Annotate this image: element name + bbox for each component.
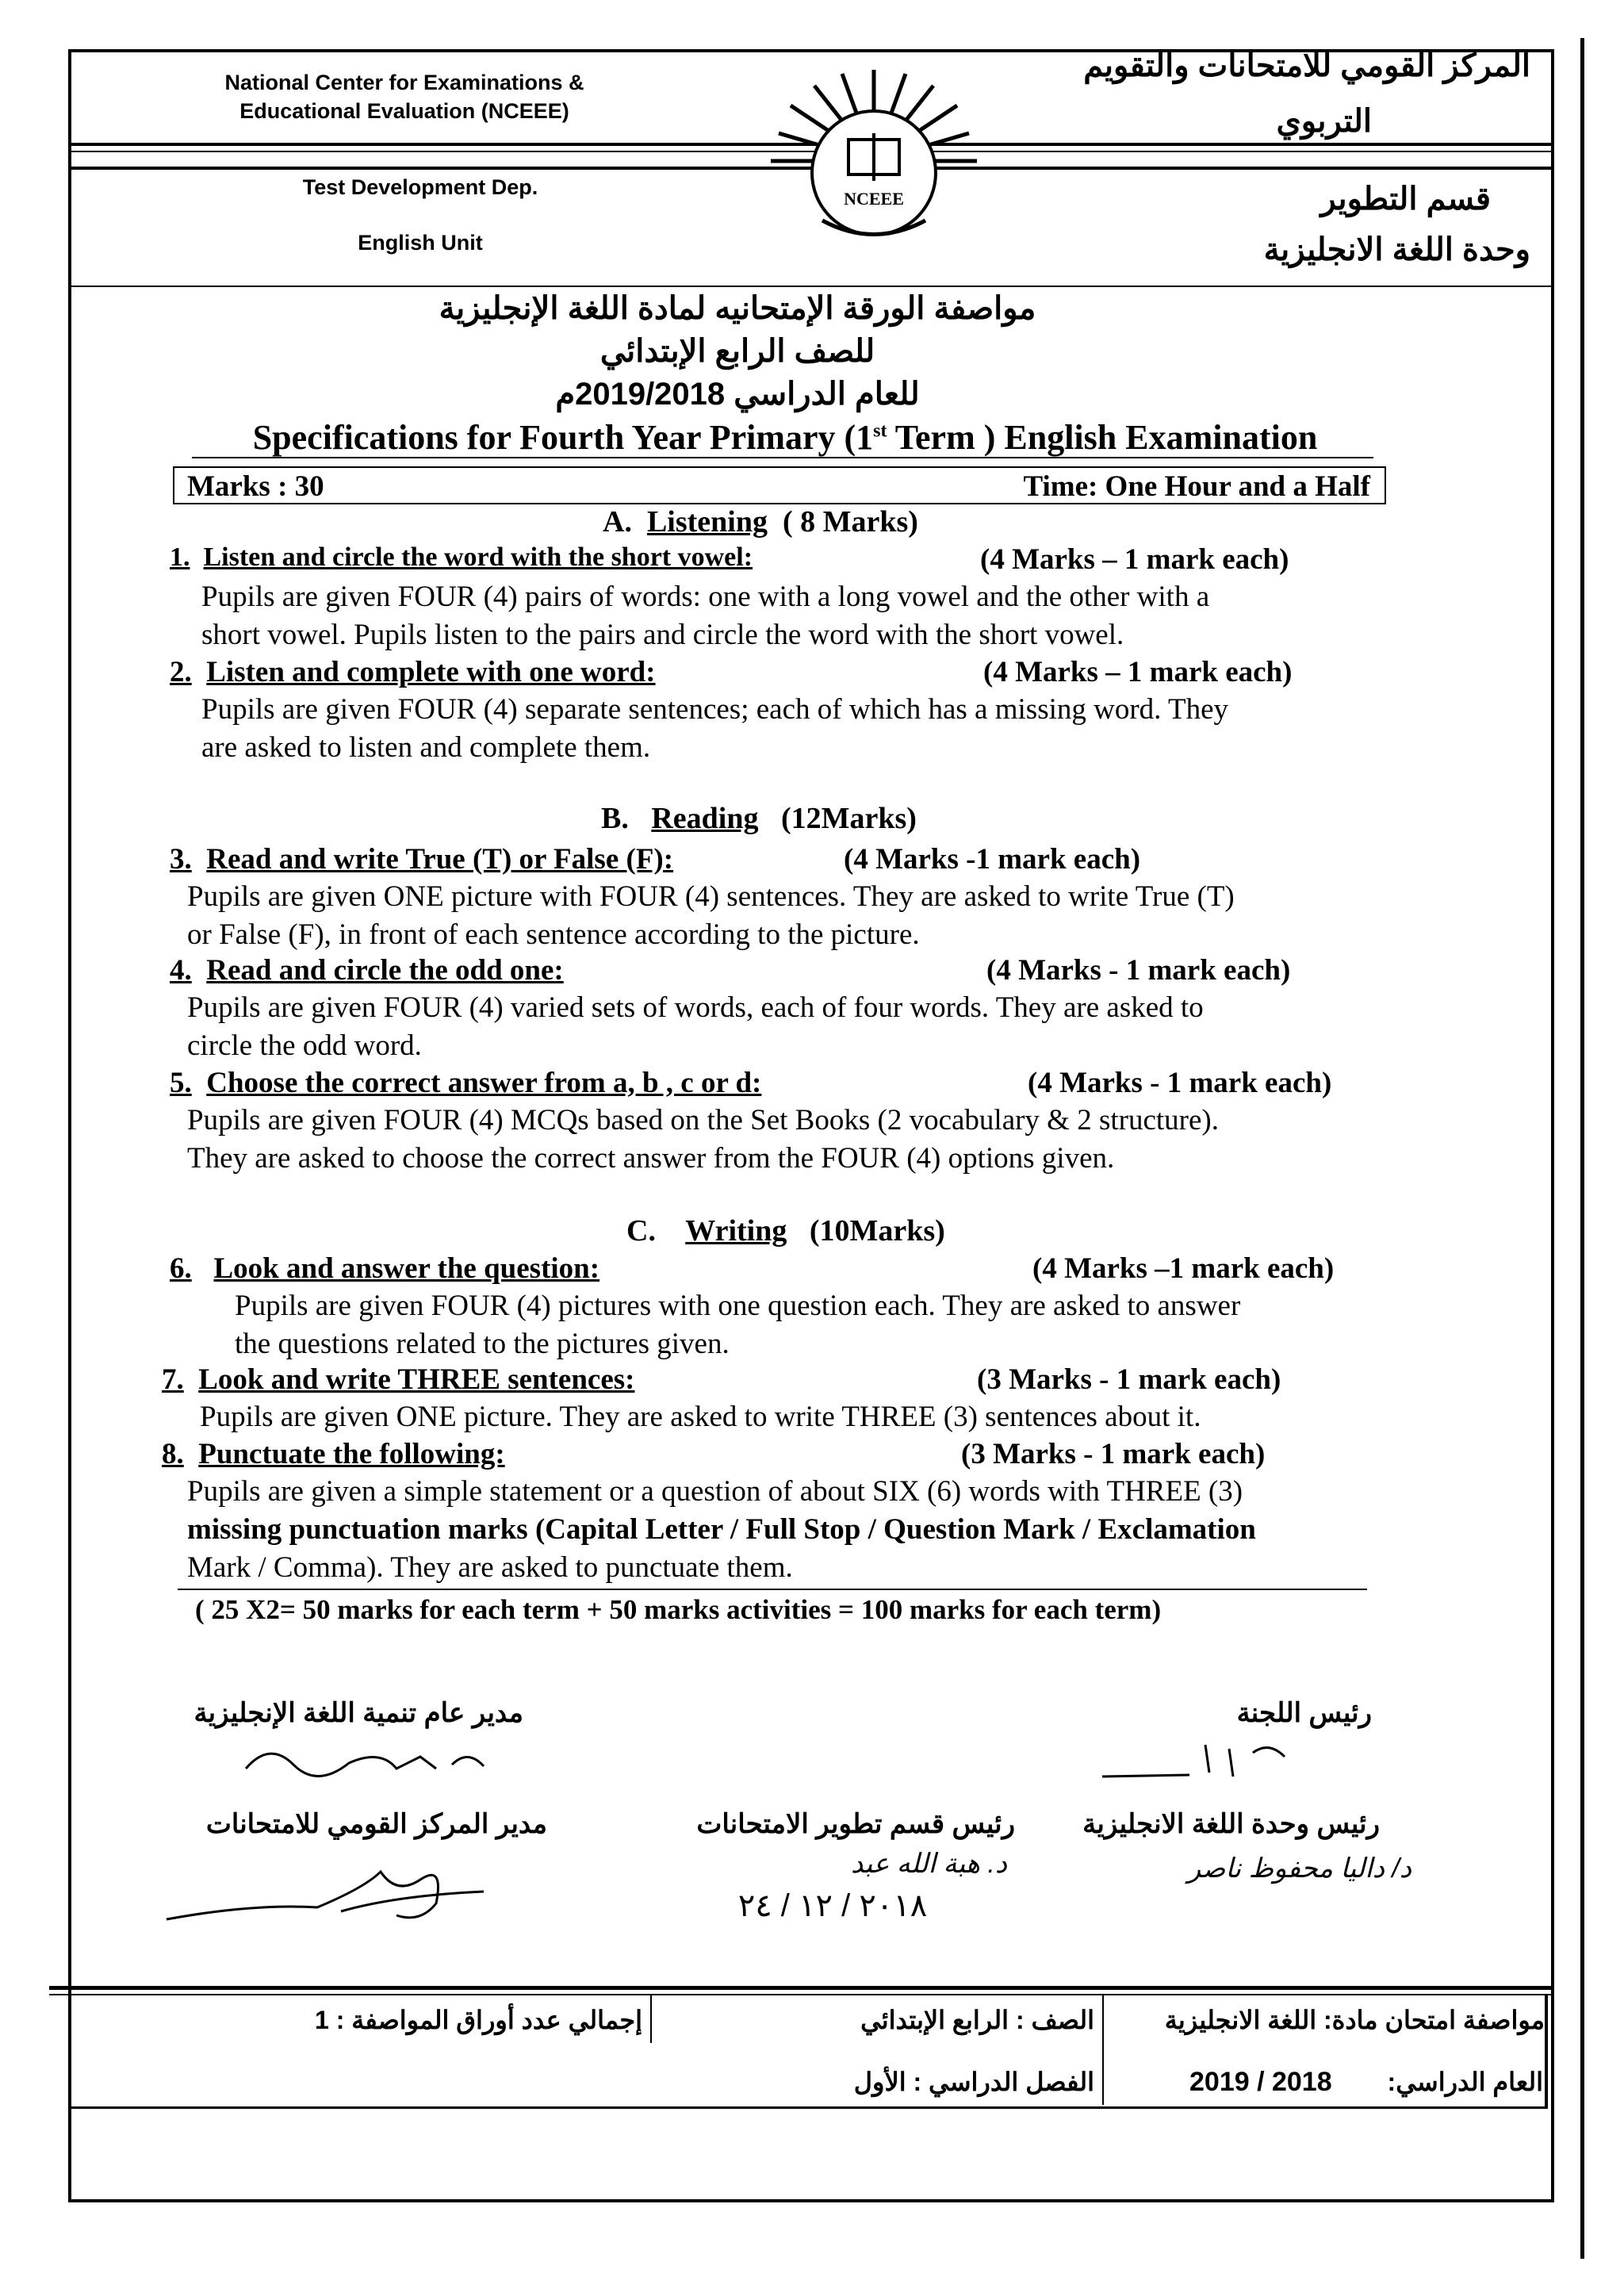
item-6-title: Look and answer the question: [213, 1252, 600, 1285]
item-6-marks: (4 Marks –1 mark each) [1032, 1252, 1335, 1285]
sig-gm-english: مدير عام تنمية اللغة الإنجليزية [193, 1698, 523, 1728]
item-8-heading [162, 1437, 505, 1471]
item-6-line2: the questions related to the pictures given. [235, 1328, 730, 1360]
item-2-line1: Pupils are given FOUR (4) separate sentences; each of which has a missing word. They [201, 693, 1229, 726]
section-a-letter: A. [603, 505, 632, 539]
item-3-title: Read and write True (T) or False (F): [206, 843, 674, 876]
item-5-heading [170, 1066, 761, 1100]
signature-committee-icon [1094, 1729, 1316, 1792]
footer-term-label: الفصل الدراسي : الأول [853, 2068, 1094, 2096]
section-b-letter: B. [601, 802, 629, 835]
item-8-line3: Mark / Comma). They are asked to punctuate them. [187, 1551, 793, 1584]
spec-title-underline [192, 457, 1373, 458]
footer-divider-1 [1102, 1995, 1104, 2105]
section-a-name: Listening [646, 505, 768, 539]
item-5-marks: (4 Marks - 1 mark each) [1028, 1067, 1332, 1099]
section-b-heading [601, 801, 917, 836]
summary-line: ( 25 X2= 50 marks for each term + 50 marks activities = 100 marks for each term) [195, 1594, 1162, 1625]
item-4-heading [170, 953, 564, 987]
sig-exam-dev-head: رئيس قسم تطوير الامتحانات [696, 1809, 1015, 1839]
item-5-title: Choose the correct answer from a, b , c or d: [206, 1067, 762, 1099]
item-8-title: Punctuate the following: [198, 1438, 505, 1470]
section-b-marks: (12Marks) [781, 802, 917, 835]
item-7-line1: Pupils are given ONE picture. They are asked to write THREE (3) sentences about it. [200, 1401, 1201, 1433]
handwritten-date: ٢٠١٨ / ١٢ / ٢٤ [737, 1888, 928, 1923]
org-name-ar-line2: التربوي [1276, 104, 1372, 139]
item-1-num: 1. [170, 542, 190, 572]
section-a-marks: ( 8 Marks) [783, 505, 918, 539]
org-name-ar-line1: المركز القومي للامتحانات والتقويم [1083, 48, 1530, 83]
item-2-title: Listen and complete with one word: [206, 656, 656, 688]
item-3-heading [170, 842, 673, 876]
title-ar-line1: مواصفة الورقة الإمتحانيه لمادة اللغة الإنجليزية [439, 291, 1036, 326]
item-4-line1: Pupils are given FOUR (4) varied sets of words, each of four words. They are asked to [187, 991, 1204, 1024]
marks-label: Marks : 30 [187, 470, 324, 503]
item-3-marks: (4 Marks -1 mark each) [844, 843, 1141, 876]
spec-title-main: Specifications for Fourth Year Primary (1 [252, 418, 874, 457]
item-5-line2: They are asked to choose the correct answer from the FOUR (4) options given. [187, 1142, 1115, 1175]
footer-year-value: 2019 / 2018 [1189, 2067, 1332, 2097]
nceee-logo-icon [755, 54, 993, 268]
section-a-heading [603, 504, 918, 539]
title-ar-line2: للصف الرابع الإبتدائي [599, 334, 875, 369]
item-8-num: 8. [162, 1438, 184, 1470]
section-c-name: Writing [685, 1214, 787, 1248]
item-2-line2: are asked to listen and complete them. [201, 731, 651, 764]
item-6-line1: Pupils are given FOUR (4) pictures with one question each. They are asked to answer [235, 1290, 1241, 1322]
item-5-num: 5. [170, 1067, 192, 1099]
item-1-marks: (4 Marks – 1 mark each) [980, 543, 1289, 576]
item-5-line1: Pupils are given FOUR (4) MCQs based on the Set Books (2 vocabulary & 2 structure). [187, 1104, 1219, 1137]
right-margin-line [1580, 38, 1584, 2259]
item-7-marks: (3 Marks - 1 mark each) [977, 1363, 1281, 1396]
handwritten-name-1: د. هبة الله عبد [850, 1849, 1007, 1879]
title-ar-line3: للعام الدراسي 2019/2018م [555, 377, 920, 412]
item-1-title: Listen and circle the word with the short vowel: [203, 542, 753, 572]
footer-rule-top [49, 1986, 1554, 1990]
sig-center-director: مدير المركز القومي للامتحانات [205, 1809, 547, 1839]
item-3-num: 3. [170, 843, 192, 876]
signature-gm-icon [238, 1733, 508, 1788]
item-7-heading [162, 1363, 634, 1397]
footer-pages-label: إجمالي عدد أوراق المواصفة : 1 [315, 2006, 642, 2034]
item-4-line2: circle the odd word. [187, 1029, 422, 1062]
item-2-heading [170, 655, 656, 689]
footer-rule-top-2 [49, 1994, 1554, 1995]
item-8-line1: Pupils are given a simple statement or a question of about SIX (6) words with THREE (3) [187, 1475, 1243, 1508]
item-7-title: Look and write THREE sentences: [198, 1363, 635, 1396]
spec-title-sup: st [873, 420, 887, 442]
marks-time-box [173, 466, 1386, 504]
org-name-en [182, 68, 626, 125]
item-3-line2: or False (F), in front of each sentence according to the picture. [187, 918, 920, 951]
item-1-line1: Pupils are given FOUR (4) pairs of words: one with a long vowel and the other with a [201, 581, 1210, 613]
item-4-marks: (4 Marks - 1 mark each) [986, 954, 1291, 987]
item-6-heading [170, 1251, 599, 1286]
item-8-line2: missing punctuation marks (Capital Letter / Full Stop / Question Mark / Exclamation [187, 1513, 1256, 1546]
item-8-marks: (3 Marks - 1 mark each) [961, 1438, 1266, 1470]
footer-year-label: العام الدراسي: [1387, 2068, 1543, 2096]
logo-text: NCEEE [844, 189, 904, 209]
item-1-line2: short vowel. Pupils listen to the pairs and circle the word with the short vowel. [201, 619, 1124, 651]
section-b-name: Reading [651, 802, 759, 835]
section-c-letter: C. [626, 1214, 656, 1248]
item-4-num: 4. [170, 954, 192, 987]
time-label: Time: One Hour and a Half [1023, 470, 1370, 503]
spec-title-tail: Term ) English Examination [887, 418, 1318, 457]
item-3-line1: Pupils are given ONE picture with FOUR (4) sentences. They are asked to write True (T) [187, 880, 1235, 913]
org-name-en-line2: Educational Evaluation (NCEEE) [239, 99, 569, 123]
section-c-heading [626, 1213, 945, 1248]
item-6-num: 6. [170, 1252, 192, 1285]
dept-ar: قسم التطوير [1320, 182, 1491, 217]
item-2-num: 2. [170, 656, 192, 688]
unit-ar: وحدة اللغة الانجليزية [1263, 232, 1530, 267]
header-rule-4 [71, 286, 1551, 287]
summary-rule [178, 1589, 1367, 1590]
org-name-en-line1: National Center for Examinations & [224, 71, 584, 94]
footer-divider-right [1545, 1995, 1548, 2106]
item-4-title: Read and circle the odd one: [206, 954, 564, 987]
footer-grade-label: الصف : الرابع الإبتدائي [860, 2006, 1094, 2034]
item-7-num: 7. [162, 1363, 184, 1396]
sig-english-unit-head: رئيس وحدة اللغة الانجليزية [1082, 1809, 1380, 1839]
spec-title [159, 417, 1411, 458]
sig-committee-head: رئيس اللجنة [1236, 1698, 1372, 1728]
dept-en: Test Development Dep. [302, 175, 538, 199]
item-1-heading [170, 542, 753, 573]
footer-divider-2 [650, 1995, 652, 2043]
section-c-marks: (10Marks) [809, 1214, 945, 1248]
signature-director-icon [159, 1848, 492, 1935]
handwritten-name-2: د/ دالیا محفوظ ناصر [1187, 1853, 1411, 1884]
item-2-marks: (4 Marks – 1 mark each) [983, 656, 1293, 688]
unit-en: English Unit [358, 231, 483, 255]
footer-spec-label: مواصفة امتحان مادة: اللغة الانجليزية [1164, 2006, 1545, 2034]
footer-rule-bottom [68, 2106, 1548, 2109]
